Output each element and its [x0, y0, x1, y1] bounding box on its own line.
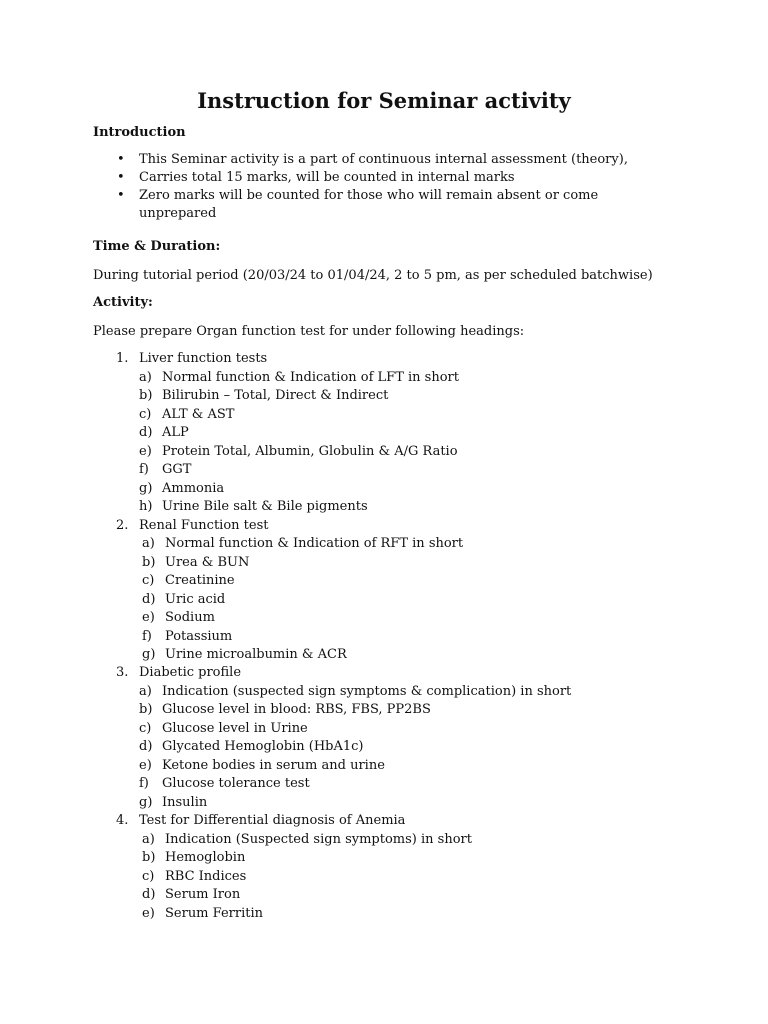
time-duration-heading: Time & Duration:	[93, 239, 221, 254]
bullet-icon: •	[117, 152, 125, 167]
list-item: Glucose level in blood: RBS, FBS, PP2BS	[162, 702, 431, 717]
item-letter: c)	[139, 407, 152, 422]
activity-heading: Activity:	[93, 295, 153, 310]
list-item: Normal function & Indication of RFT in short	[165, 536, 464, 551]
list-item: Serum Ferritin	[165, 906, 263, 921]
list-item: Urine microalbumin & ACR	[165, 647, 347, 662]
section-number: 3.	[116, 665, 129, 680]
list-item: ALT & AST	[162, 407, 235, 422]
time-duration-text: During tutorial period (20/03/24 to 01/04/24, 2 to 5 pm, as per scheduled batchwise)	[93, 268, 653, 283]
section-title: Diabetic profile	[139, 665, 242, 680]
list-item: Potassium	[165, 629, 233, 644]
list-item: Ammonia	[162, 481, 225, 496]
list-item: Creatinine	[165, 573, 235, 588]
list-item: Glucose level in Urine	[162, 721, 308, 736]
item-letter: d)	[142, 592, 156, 607]
item-letter: d)	[142, 887, 156, 902]
list-item: Normal function & Indication of LFT in short	[162, 370, 459, 385]
item-letter: a)	[139, 370, 152, 385]
list-item: GGT	[162, 462, 192, 477]
activity-intro: Please prepare Organ function test for under following headings:	[93, 324, 525, 339]
list-item: Glucose tolerance test	[162, 776, 310, 791]
list-item: Serum Iron	[165, 887, 241, 902]
list-item: Indication (suspected sign symptoms & complication) in short	[162, 684, 572, 699]
bullet-icon: •	[117, 170, 125, 185]
item-letter: b)	[139, 702, 153, 717]
list-item: Urine Bile salt & Bile pigments	[162, 499, 368, 514]
item-letter: a)	[139, 684, 152, 699]
list-item: Uric acid	[165, 592, 226, 607]
item-letter: b)	[142, 850, 156, 865]
section-title: Renal Function test	[139, 518, 269, 533]
introduction-bullet-continuation: unprepared	[139, 206, 217, 221]
list-item: Insulin	[162, 795, 208, 810]
item-letter: e)	[139, 758, 152, 773]
list-item: RBC Indices	[165, 869, 247, 884]
item-letter: e)	[139, 444, 152, 459]
item-letter: d)	[139, 425, 153, 440]
item-letter: h)	[139, 499, 153, 514]
item-letter: a)	[142, 536, 155, 551]
item-letter: c)	[142, 573, 155, 588]
list-item: Glycated Hemoglobin (HbA1c)	[162, 739, 364, 754]
item-letter: e)	[142, 610, 155, 625]
item-letter: c)	[139, 721, 152, 736]
item-letter: g)	[139, 481, 153, 496]
introduction-bullet: This Seminar activity is a part of continuous internal assessment (theory),	[139, 152, 628, 167]
introduction-bullet: Carries total 15 marks, will be counted in internal marks	[139, 170, 515, 185]
item-letter: b)	[142, 555, 156, 570]
item-letter: c)	[142, 869, 155, 884]
list-item: Ketone bodies in serum and urine	[162, 758, 385, 773]
list-item: Indication (Suspected sign symptoms) in short	[165, 832, 472, 847]
item-letter: f)	[139, 462, 149, 477]
introduction-heading: Introduction	[93, 125, 186, 140]
list-item: Bilirubin – Total, Direct & Indirect	[162, 388, 389, 403]
page-title: Instruction for Seminar activity	[197, 88, 571, 113]
section-title: Liver function tests	[139, 351, 268, 366]
item-letter: f)	[139, 776, 149, 791]
list-item: Hemoglobin	[165, 850, 246, 865]
item-letter: g)	[142, 647, 156, 662]
item-letter: b)	[139, 388, 153, 403]
list-item: Sodium	[165, 610, 215, 625]
item-letter: f)	[142, 629, 152, 644]
bullet-icon: •	[117, 188, 125, 203]
section-number: 2.	[116, 518, 129, 533]
item-letter: d)	[139, 739, 153, 754]
item-letter: e)	[142, 906, 155, 921]
list-item: ALP	[162, 425, 189, 440]
section-title: Test for Differential diagnosis of Anemia	[139, 813, 406, 828]
section-number: 4.	[116, 813, 129, 828]
section-number: 1.	[116, 351, 129, 366]
item-letter: g)	[139, 795, 153, 810]
introduction-bullet: Zero marks will be counted for those who will remain absent or come	[139, 188, 599, 203]
list-item: Urea & BUN	[165, 555, 250, 570]
list-item: Protein Total, Albumin, Globulin & A/G Ratio	[162, 444, 458, 459]
item-letter: a)	[142, 832, 155, 847]
